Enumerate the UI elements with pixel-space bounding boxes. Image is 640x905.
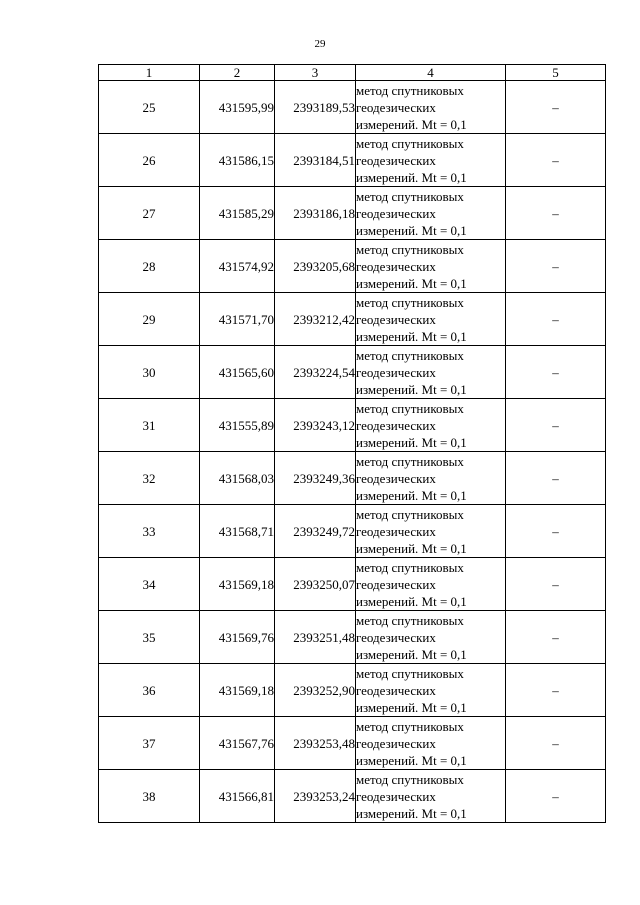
point-number: 27	[99, 187, 200, 240]
coordinate-x: 431574,92	[200, 240, 275, 293]
coordinate-x: 431569,76	[200, 611, 275, 664]
header-col-2: 2	[200, 65, 275, 81]
method-description	[356, 770, 506, 823]
method-line-1: метод спутниковых	[356, 665, 464, 681]
method-description	[356, 452, 506, 505]
column-5-value: –	[506, 399, 606, 452]
method-line-1: метод спутниковых	[356, 718, 464, 734]
method-description	[356, 611, 506, 664]
method-description	[356, 346, 506, 399]
coordinate-x: 431585,29	[200, 187, 275, 240]
column-5-value: –	[506, 134, 606, 187]
coordinate-x: 431569,18	[200, 558, 275, 611]
coordinate-y: 2393250,07	[275, 558, 356, 611]
method-line-3: измерений. Mt = 0,1	[356, 646, 467, 662]
method-line-1: метод спутниковых	[356, 294, 464, 310]
method-description	[356, 717, 506, 770]
method-line-3: измерений. Mt = 0,1	[356, 752, 467, 768]
point-number: 28	[99, 240, 200, 293]
column-5-value: –	[506, 770, 606, 823]
method-line-1: метод спутниковых	[356, 612, 464, 628]
method-line-1: метод спутниковых	[356, 241, 464, 257]
method-line-2: геодезических	[356, 99, 436, 115]
column-5-value: –	[506, 81, 606, 134]
method-line-3: измерений. Mt = 0,1	[356, 328, 467, 344]
header-col-3: 3	[275, 65, 356, 81]
method-description	[356, 134, 506, 187]
method-line-3: измерений. Mt = 0,1	[356, 487, 467, 503]
method-line-1: метод спутниковых	[356, 506, 464, 522]
coordinate-x: 431565,60	[200, 346, 275, 399]
coordinate-x: 431568,71	[200, 505, 275, 558]
table-row	[99, 134, 606, 187]
point-number: 34	[99, 558, 200, 611]
table-row	[99, 611, 606, 664]
coordinate-y: 2393212,42	[275, 293, 356, 346]
method-description	[356, 399, 506, 452]
header-col-1: 1	[99, 65, 200, 81]
point-number: 38	[99, 770, 200, 823]
header-col-5: 5	[506, 65, 606, 81]
table-row	[99, 187, 606, 240]
point-number: 35	[99, 611, 200, 664]
column-5-value: –	[506, 240, 606, 293]
method-description	[356, 505, 506, 558]
table-row	[99, 664, 606, 717]
point-number: 32	[99, 452, 200, 505]
column-5-value: –	[506, 558, 606, 611]
method-line-1: метод спутниковых	[356, 82, 464, 98]
method-line-3: измерений. Mt = 0,1	[356, 540, 467, 556]
coordinate-y: 2393249,72	[275, 505, 356, 558]
method-line-1: метод спутниковых	[356, 453, 464, 469]
table-row	[99, 558, 606, 611]
coordinate-x: 431567,76	[200, 717, 275, 770]
method-description	[356, 664, 506, 717]
method-line-3: измерений. Mt = 0,1	[356, 381, 467, 397]
coordinate-x: 431555,89	[200, 399, 275, 452]
method-line-2: геодезических	[356, 258, 436, 274]
table-body	[99, 81, 606, 823]
method-line-1: метод спутниковых	[356, 400, 464, 416]
coordinate-y: 2393249,36	[275, 452, 356, 505]
coordinates-table	[98, 64, 606, 823]
method-line-3: измерений. Mt = 0,1	[356, 699, 467, 715]
point-number: 26	[99, 134, 200, 187]
method-line-2: геодезических	[356, 788, 436, 804]
method-line-1: метод спутниковых	[356, 135, 464, 151]
table-row	[99, 293, 606, 346]
coordinate-y: 2393251,48	[275, 611, 356, 664]
table-row	[99, 399, 606, 452]
method-line-3: измерений. Mt = 0,1	[356, 116, 467, 132]
coordinate-y: 2393252,90	[275, 664, 356, 717]
method-line-2: геодезических	[356, 735, 436, 751]
method-description	[356, 187, 506, 240]
table-row	[99, 240, 606, 293]
header-row	[99, 65, 606, 81]
method-line-2: геодезических	[356, 311, 436, 327]
method-line-2: геодезических	[356, 629, 436, 645]
column-5-value: –	[506, 505, 606, 558]
coordinate-y: 2393224,54	[275, 346, 356, 399]
coordinate-x: 431586,15	[200, 134, 275, 187]
method-line-3: измерений. Mt = 0,1	[356, 805, 467, 821]
coordinate-y: 2393253,48	[275, 717, 356, 770]
point-number: 33	[99, 505, 200, 558]
method-description	[356, 81, 506, 134]
coordinate-y: 2393184,51	[275, 134, 356, 187]
method-description	[356, 240, 506, 293]
table-row	[99, 770, 606, 823]
method-line-2: геодезических	[356, 152, 436, 168]
method-description	[356, 293, 506, 346]
method-line-2: геодезических	[356, 576, 436, 592]
method-line-2: геодезических	[356, 523, 436, 539]
coordinate-y: 2393189,53	[275, 81, 356, 134]
table-header	[99, 65, 606, 81]
point-number: 31	[99, 399, 200, 452]
method-line-3: измерений. Mt = 0,1	[356, 434, 467, 450]
table-row	[99, 717, 606, 770]
method-line-3: измерений. Mt = 0,1	[356, 593, 467, 609]
point-number: 25	[99, 81, 200, 134]
method-line-2: геодезических	[356, 470, 436, 486]
page-number: 29	[314, 38, 326, 50]
point-number: 37	[99, 717, 200, 770]
column-5-value: –	[506, 452, 606, 505]
column-5-value: –	[506, 611, 606, 664]
header-col-4: 4	[356, 65, 506, 81]
point-number: 29	[99, 293, 200, 346]
method-line-2: геодезических	[356, 682, 436, 698]
column-5-value: –	[506, 717, 606, 770]
coordinate-y: 2393186,18	[275, 187, 356, 240]
coordinate-x: 431568,03	[200, 452, 275, 505]
method-line-3: измерений. Mt = 0,1	[356, 169, 467, 185]
coordinate-x: 431566,81	[200, 770, 275, 823]
column-5-value: –	[506, 187, 606, 240]
method-line-1: метод спутниковых	[356, 559, 464, 575]
table-row	[99, 346, 606, 399]
point-number: 36	[99, 664, 200, 717]
method-line-2: геодезических	[356, 364, 436, 380]
method-description	[356, 558, 506, 611]
method-line-1: метод спутниковых	[356, 771, 464, 787]
point-number: 30	[99, 346, 200, 399]
column-5-value: –	[506, 293, 606, 346]
coordinate-x: 431569,18	[200, 664, 275, 717]
method-line-1: метод спутниковых	[356, 347, 464, 363]
method-line-2: геодезических	[356, 205, 436, 221]
coordinate-y: 2393253,24	[275, 770, 356, 823]
table-row	[99, 505, 606, 558]
method-line-2: геодезических	[356, 417, 436, 433]
coordinate-y: 2393205,68	[275, 240, 356, 293]
coordinate-x: 431595,99	[200, 81, 275, 134]
method-line-1: метод спутниковых	[356, 188, 464, 204]
coordinate-y: 2393243,12	[275, 399, 356, 452]
table-row	[99, 452, 606, 505]
column-5-value: –	[506, 664, 606, 717]
coordinate-x: 431571,70	[200, 293, 275, 346]
table-row	[99, 81, 606, 134]
method-line-3: измерений. Mt = 0,1	[356, 275, 467, 291]
column-5-value: –	[506, 346, 606, 399]
method-line-3: измерений. Mt = 0,1	[356, 222, 467, 238]
